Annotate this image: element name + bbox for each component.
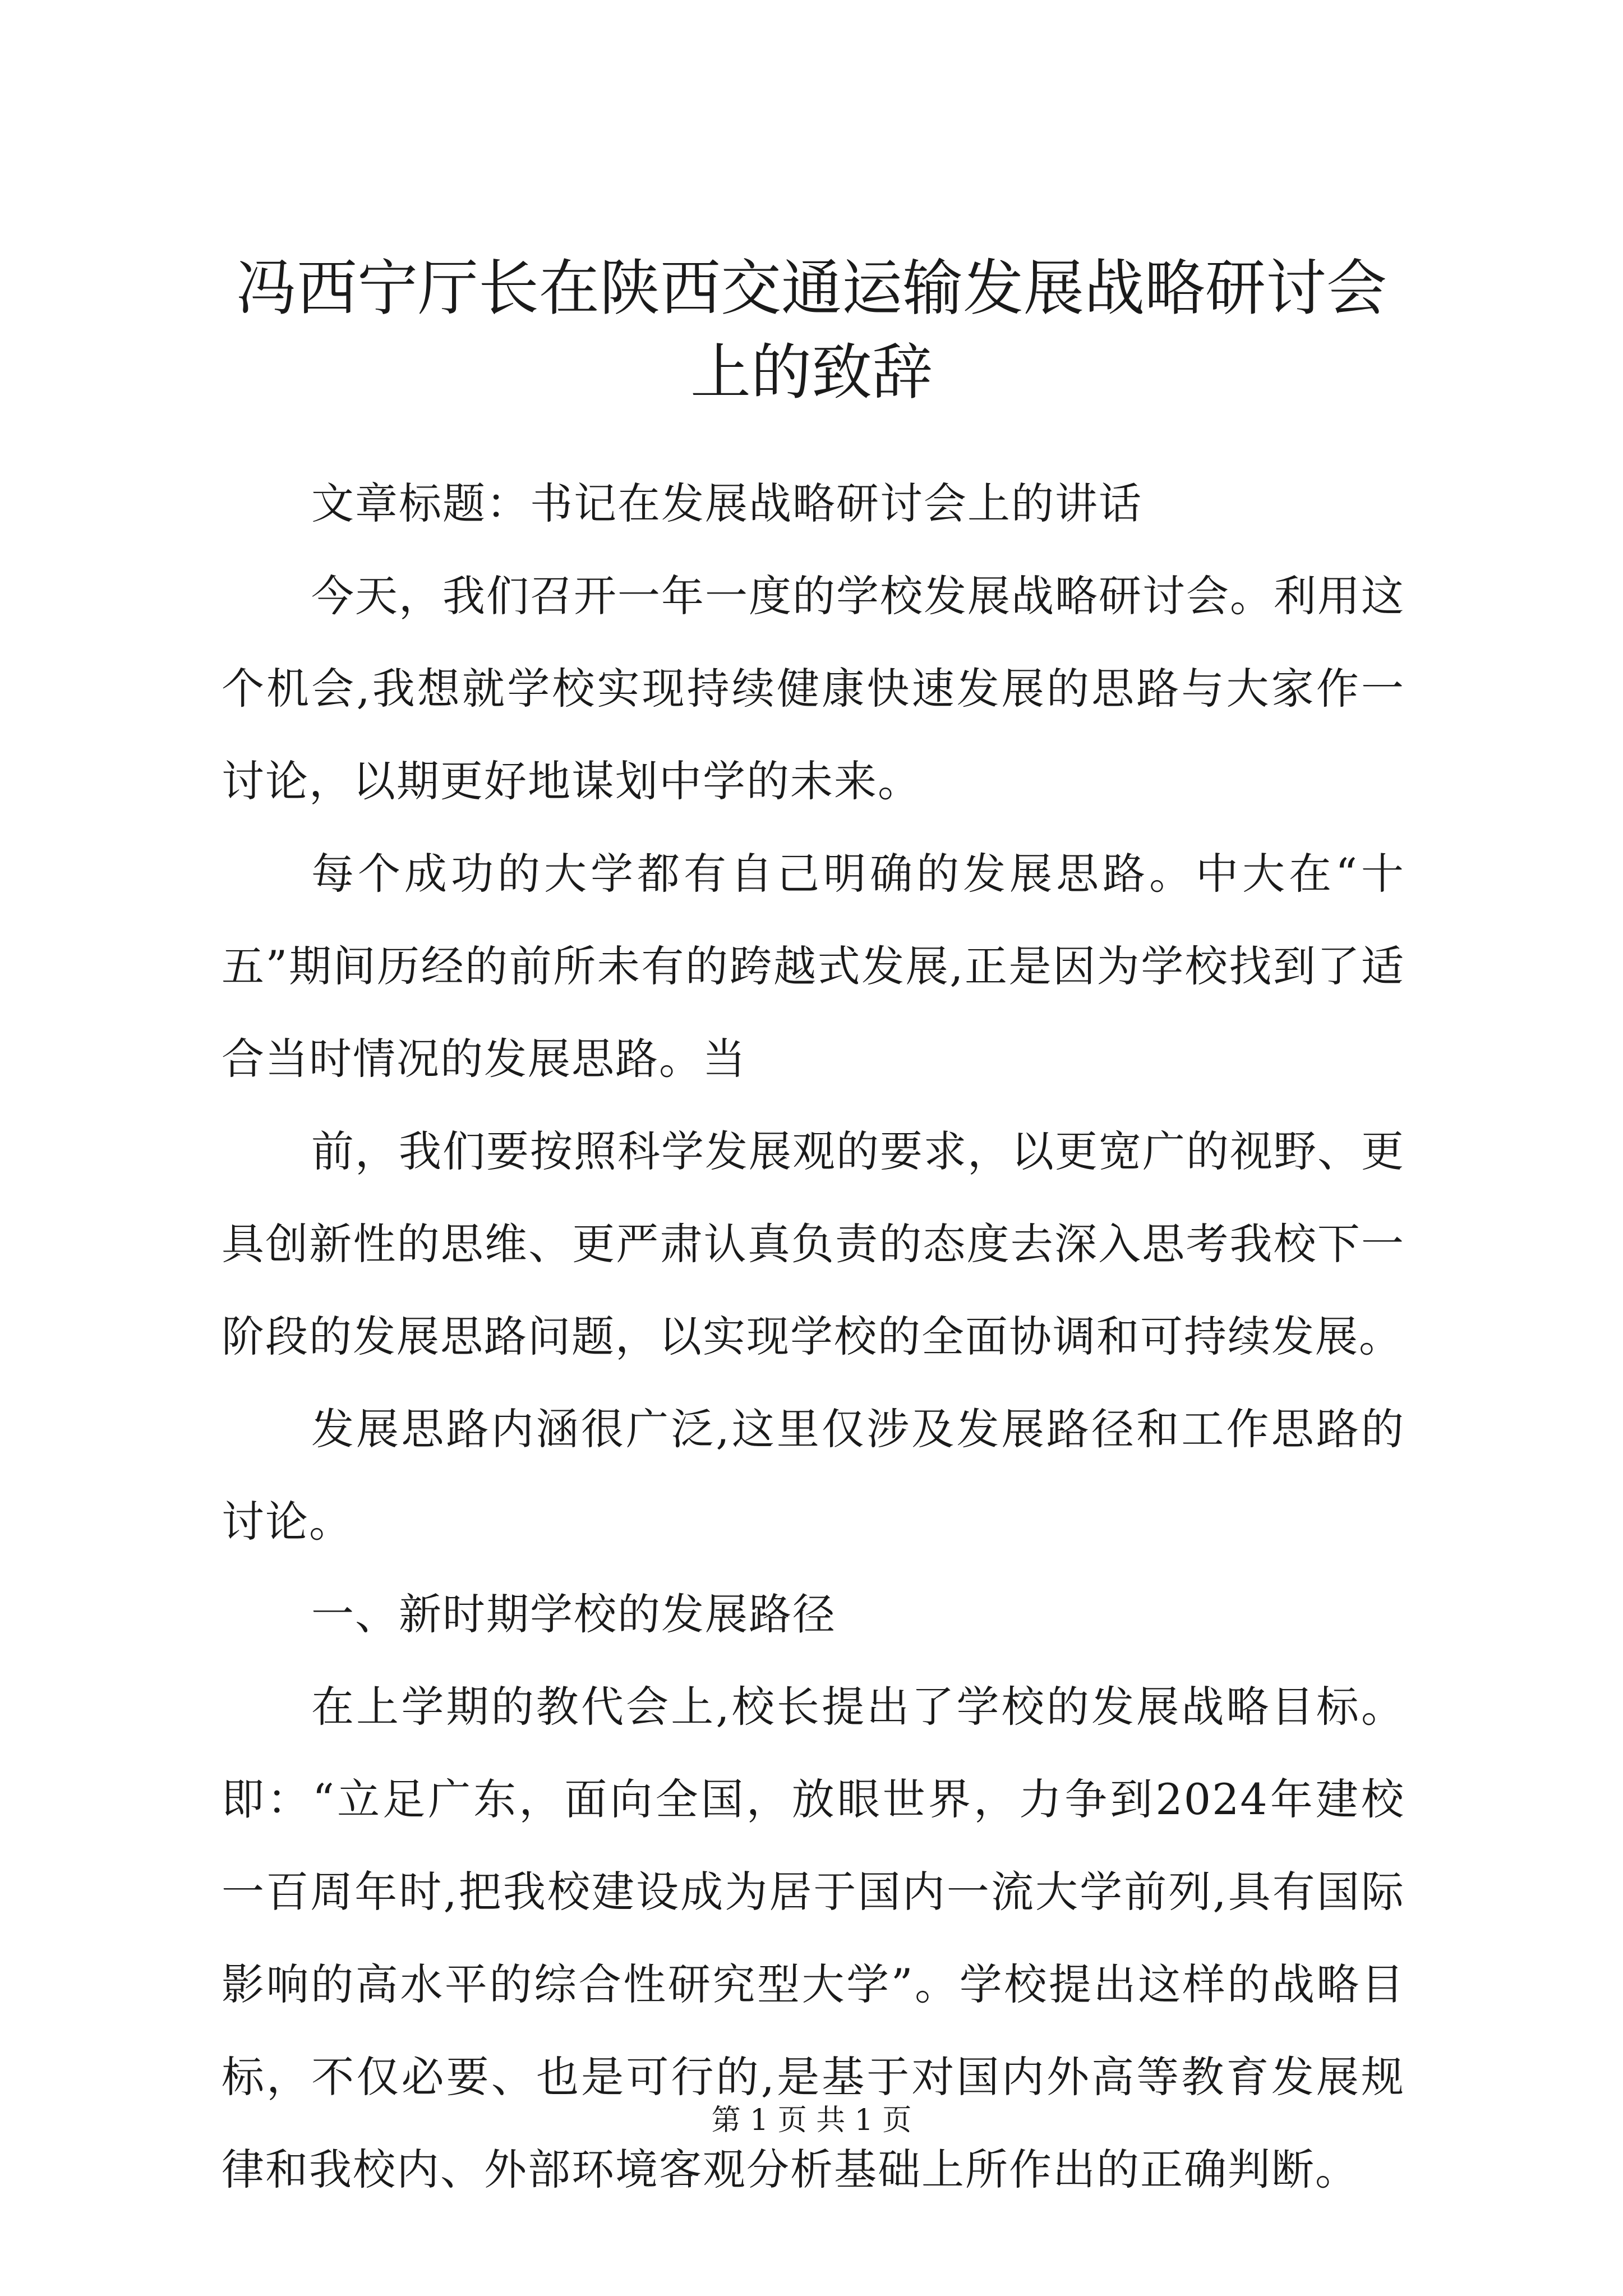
section-heading-development-path: 一、新时期学校的发展路径 <box>311 1589 836 1639</box>
document-body <box>222 457 1405 2216</box>
paragraph-development-ideas: 每个成功的大学都有自己明确的发展思路。中大在“十五”期间历经的前所未有的跨越式发展,正是因为学校找到了适合当时情况的发展思路。当 <box>222 849 1405 1084</box>
paragraph-scope: 发展思路内涵很广泛,这里仅涉及发展路径和工作思路的讨论。 <box>222 1404 1405 1547</box>
paragraph-strategic-goal: 在上学期的教代会上,校长提出了学校的发展战略目标。即：“立足广东，面向全国，放眼世界，力争到2024年建校一百周年时,把我校建设成为居于国内一流大学前列,具有国际影响的高水平的综合性研究型大学”。学校提出这样的战略目标，不仅必要、也是可行的,是基于对国内外高等教育发展规律和我校内、外部环境客观分析基础上所作出的正确判断。 <box>222 1682 1405 2194</box>
paragraph-article-heading: 文章标题：书记在发展战略研讨会上的讲话 <box>311 478 1142 528</box>
paragraph-scientific-outlook: 前，我们要按照科学发展观的要求，以更宽广的视野、更具创新性的思维、更严肃认真负责的态度去深入思考我校下一阶段的发展思路问题，以实现学校的全面协调和可持续发展。 <box>222 1126 1405 1361</box>
paragraph-opening: 今天，我们召开一年一度的学校发展战略研讨会。利用这个机会,我想就学校实现持续健康快速发展的思路与大家作一讨论，以期更好地谋划中学的未来。 <box>222 571 1405 806</box>
document-title: 冯西宁厅长在陕西交通运输发展战略研讨会上的致辞 <box>236 254 1387 408</box>
page-footer: 第 1 页 共 1 页 <box>711 2104 912 2137</box>
